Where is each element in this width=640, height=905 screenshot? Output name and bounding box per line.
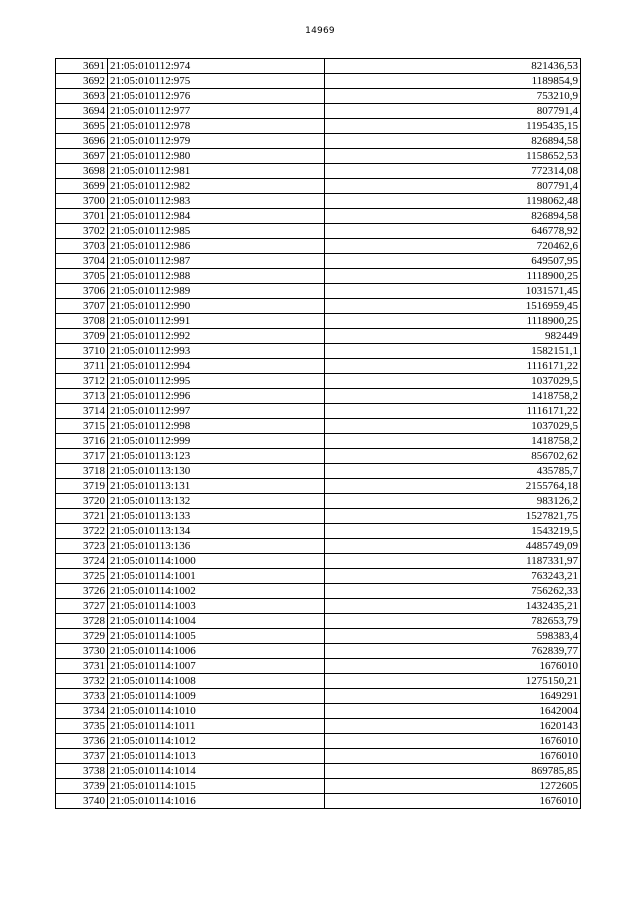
table-row <box>56 569 581 584</box>
row-number-cell: 3720 <box>56 494 108 509</box>
cadastral-value-cell: 2155764,18 <box>325 479 581 494</box>
row-number-cell: 3738 <box>56 764 108 779</box>
table-row <box>56 74 581 89</box>
cadastral-value-cell: 1582151,1 <box>325 344 581 359</box>
cadastral-value-cell: 1527821,75 <box>325 509 581 524</box>
table-row <box>56 59 581 74</box>
cadastral-value-cell: 756262,33 <box>325 584 581 599</box>
cadastral-number-cell: 21:05:010114:1008 <box>108 674 325 689</box>
row-number-cell: 3696 <box>56 134 108 149</box>
row-number-cell: 3727 <box>56 599 108 614</box>
cadastral-number-cell: 21:05:010112:998 <box>108 419 325 434</box>
row-number-cell: 3709 <box>56 329 108 344</box>
row-number-cell: 3728 <box>56 614 108 629</box>
row-number-cell: 3722 <box>56 524 108 539</box>
table-row <box>56 224 581 239</box>
cadastral-value-cell: 782653,79 <box>325 614 581 629</box>
table-row <box>56 404 581 419</box>
row-number-cell: 3725 <box>56 569 108 584</box>
table-row <box>56 794 581 809</box>
cadastral-number-cell: 21:05:010114:1012 <box>108 734 325 749</box>
cadastral-value-cell: 1676010 <box>325 794 581 809</box>
cadastral-number-cell: 21:05:010112:974 <box>108 59 325 74</box>
cadastral-value-cell: 1189854,9 <box>325 74 581 89</box>
table-row <box>56 389 581 404</box>
cadastral-value-cell: 1676010 <box>325 749 581 764</box>
row-number-cell: 3707 <box>56 299 108 314</box>
row-number-cell: 3721 <box>56 509 108 524</box>
cadastral-number-cell: 21:05:010114:1010 <box>108 704 325 719</box>
cadastral-value-cell: 982449 <box>325 329 581 344</box>
table-row <box>56 89 581 104</box>
row-number-cell: 3711 <box>56 359 108 374</box>
cadastral-value-cell: 1642004 <box>325 704 581 719</box>
table-row <box>56 134 581 149</box>
cadastral-value-table <box>55 58 581 809</box>
cadastral-value-cell: 807791,4 <box>325 179 581 194</box>
cadastral-value-cell: 856702,62 <box>325 449 581 464</box>
table-row <box>56 119 581 134</box>
cadastral-number-cell: 21:05:010114:1003 <box>108 599 325 614</box>
cadastral-number-cell: 21:05:010112:986 <box>108 239 325 254</box>
cadastral-value-cell: 762839,77 <box>325 644 581 659</box>
cadastral-value-cell: 821436,53 <box>325 59 581 74</box>
row-number-cell: 3695 <box>56 119 108 134</box>
cadastral-value-cell: 1118900,25 <box>325 314 581 329</box>
cadastral-value-cell: 1037029,5 <box>325 419 581 434</box>
cadastral-value-cell: 983126,2 <box>325 494 581 509</box>
cadastral-value-cell: 1187331,97 <box>325 554 581 569</box>
row-number-cell: 3724 <box>56 554 108 569</box>
row-number-cell: 3699 <box>56 179 108 194</box>
table-row <box>56 299 581 314</box>
row-number-cell: 3706 <box>56 284 108 299</box>
cadastral-number-cell: 21:05:010114:1005 <box>108 629 325 644</box>
row-number-cell: 3730 <box>56 644 108 659</box>
table-row <box>56 164 581 179</box>
cadastral-number-cell: 21:05:010114:1000 <box>108 554 325 569</box>
cadastral-value-cell: 869785,85 <box>325 764 581 779</box>
row-number-cell: 3739 <box>56 779 108 794</box>
cadastral-number-cell: 21:05:010114:1011 <box>108 719 325 734</box>
table-row <box>56 359 581 374</box>
cadastral-number-cell: 21:05:010112:990 <box>108 299 325 314</box>
cadastral-value-cell: 646778,92 <box>325 224 581 239</box>
cadastral-value-cell: 1195435,15 <box>325 119 581 134</box>
cadastral-value-cell: 772314,08 <box>325 164 581 179</box>
cadastral-value-cell: 435785,7 <box>325 464 581 479</box>
cadastral-number-cell: 21:05:010113:132 <box>108 494 325 509</box>
cadastral-value-cell: 1418758,2 <box>325 434 581 449</box>
row-number-cell: 3715 <box>56 419 108 434</box>
cadastral-number-cell: 21:05:010112:985 <box>108 224 325 239</box>
row-number-cell: 3731 <box>56 659 108 674</box>
cadastral-value-cell: 598383,4 <box>325 629 581 644</box>
cadastral-value-cell: 1543219,5 <box>325 524 581 539</box>
row-number-cell: 3733 <box>56 689 108 704</box>
row-number-cell: 3734 <box>56 704 108 719</box>
cadastral-number-cell: 21:05:010112:992 <box>108 329 325 344</box>
table-row <box>56 179 581 194</box>
cadastral-number-cell: 21:05:010113:123 <box>108 449 325 464</box>
cadastral-number-cell: 21:05:010113:134 <box>108 524 325 539</box>
row-number-cell: 3692 <box>56 74 108 89</box>
cadastral-number-cell: 21:05:010113:131 <box>108 479 325 494</box>
cadastral-value-cell: 1516959,45 <box>325 299 581 314</box>
row-number-cell: 3726 <box>56 584 108 599</box>
row-number-cell: 3700 <box>56 194 108 209</box>
table-row <box>56 524 581 539</box>
cadastral-number-cell: 21:05:010112:989 <box>108 284 325 299</box>
row-number-cell: 3732 <box>56 674 108 689</box>
cadastral-number-cell: 21:05:010112:976 <box>108 89 325 104</box>
row-number-cell: 3712 <box>56 374 108 389</box>
cadastral-number-cell: 21:05:010112:977 <box>108 104 325 119</box>
table-body <box>56 59 581 809</box>
cadastral-number-cell: 21:05:010114:1016 <box>108 794 325 809</box>
cadastral-number-cell: 21:05:010114:1009 <box>108 689 325 704</box>
cadastral-number-cell: 21:05:010114:1013 <box>108 749 325 764</box>
row-number-cell: 3704 <box>56 254 108 269</box>
cadastral-value-cell: 1031571,45 <box>325 284 581 299</box>
cadastral-number-cell: 21:05:010112:983 <box>108 194 325 209</box>
row-number-cell: 3719 <box>56 479 108 494</box>
cadastral-number-cell: 21:05:010112:978 <box>108 119 325 134</box>
cadastral-value-cell: 4485749,09 <box>325 539 581 554</box>
cadastral-number-cell: 21:05:010114:1006 <box>108 644 325 659</box>
cadastral-number-cell: 21:05:010114:1007 <box>108 659 325 674</box>
cadastral-number-cell: 21:05:010112:991 <box>108 314 325 329</box>
cadastral-value-cell: 1676010 <box>325 659 581 674</box>
row-number-cell: 3708 <box>56 314 108 329</box>
table-row <box>56 329 581 344</box>
row-number-cell: 3736 <box>56 734 108 749</box>
table-row <box>56 614 581 629</box>
table-row <box>56 209 581 224</box>
row-number-cell: 3697 <box>56 149 108 164</box>
cadastral-value-cell: 1676010 <box>325 734 581 749</box>
table-row <box>56 194 581 209</box>
cadastral-value-cell: 1116171,22 <box>325 404 581 419</box>
table-row <box>56 584 581 599</box>
row-number-cell: 3717 <box>56 449 108 464</box>
table-row <box>56 434 581 449</box>
table-row <box>56 479 581 494</box>
cadastral-value-cell: 753210,9 <box>325 89 581 104</box>
row-number-cell: 3740 <box>56 794 108 809</box>
table-row <box>56 464 581 479</box>
row-number-cell: 3698 <box>56 164 108 179</box>
cadastral-number-cell: 21:05:010112:988 <box>108 269 325 284</box>
row-number-cell: 3702 <box>56 224 108 239</box>
cadastral-value-cell: 1116171,22 <box>325 359 581 374</box>
cadastral-number-cell: 21:05:010112:982 <box>108 179 325 194</box>
cadastral-number-cell: 21:05:010112:995 <box>108 374 325 389</box>
cadastral-number-cell: 21:05:010112:999 <box>108 434 325 449</box>
table-row <box>56 104 581 119</box>
row-number-cell: 3694 <box>56 104 108 119</box>
cadastral-number-cell: 21:05:010113:130 <box>108 464 325 479</box>
cadastral-number-cell: 21:05:010114:1002 <box>108 584 325 599</box>
cadastral-value-cell: 826894,58 <box>325 209 581 224</box>
table-row <box>56 659 581 674</box>
cadastral-value-cell: 1272605 <box>325 779 581 794</box>
row-number-cell: 3713 <box>56 389 108 404</box>
row-number-cell: 3735 <box>56 719 108 734</box>
cadastral-value-cell: 1649291 <box>325 689 581 704</box>
table-row <box>56 644 581 659</box>
cadastral-number-cell: 21:05:010112:993 <box>108 344 325 359</box>
table-row <box>56 239 581 254</box>
table-row <box>56 314 581 329</box>
cadastral-value-cell: 763243,21 <box>325 569 581 584</box>
row-number-cell: 3723 <box>56 539 108 554</box>
table-row <box>56 449 581 464</box>
cadastral-value-cell: 1620143 <box>325 719 581 734</box>
page-number: 14969 <box>305 26 335 36</box>
cadastral-value-cell: 1118900,25 <box>325 269 581 284</box>
cadastral-value-cell: 1198062,48 <box>325 194 581 209</box>
table-row <box>56 674 581 689</box>
table-row <box>56 764 581 779</box>
cadastral-number-cell: 21:05:010112:981 <box>108 164 325 179</box>
cadastral-value-cell: 1432435,21 <box>325 599 581 614</box>
table-row <box>56 554 581 569</box>
cadastral-number-cell: 21:05:010112:984 <box>108 209 325 224</box>
table-row <box>56 704 581 719</box>
table-row <box>56 419 581 434</box>
table-row <box>56 494 581 509</box>
table-row <box>56 629 581 644</box>
row-number-cell: 3691 <box>56 59 108 74</box>
row-number-cell: 3718 <box>56 464 108 479</box>
row-number-cell: 3703 <box>56 239 108 254</box>
table-row <box>56 344 581 359</box>
cadastral-value-cell: 649507,95 <box>325 254 581 269</box>
table-row <box>56 599 581 614</box>
cadastral-number-cell: 21:05:010113:133 <box>108 509 325 524</box>
cadastral-number-cell: 21:05:010112:979 <box>108 134 325 149</box>
cadastral-number-cell: 21:05:010112:997 <box>108 404 325 419</box>
row-number-cell: 3693 <box>56 89 108 104</box>
table-row <box>56 719 581 734</box>
cadastral-number-cell: 21:05:010114:1001 <box>108 569 325 584</box>
cadastral-value-cell: 720462,6 <box>325 239 581 254</box>
cadastral-value-cell: 826894,58 <box>325 134 581 149</box>
cadastral-number-cell: 21:05:010114:1014 <box>108 764 325 779</box>
cadastral-number-cell: 21:05:010112:996 <box>108 389 325 404</box>
row-number-cell: 3710 <box>56 344 108 359</box>
cadastral-number-cell: 21:05:010112:980 <box>108 149 325 164</box>
table-row <box>56 269 581 284</box>
cadastral-number-cell: 21:05:010113:136 <box>108 539 325 554</box>
table-row <box>56 749 581 764</box>
cadastral-value-cell: 1158652,53 <box>325 149 581 164</box>
row-number-cell: 3705 <box>56 269 108 284</box>
cadastral-number-cell: 21:05:010112:975 <box>108 74 325 89</box>
table-row <box>56 734 581 749</box>
row-number-cell: 3701 <box>56 209 108 224</box>
table-row <box>56 779 581 794</box>
table-row <box>56 374 581 389</box>
row-number-cell: 3714 <box>56 404 108 419</box>
row-number-cell: 3729 <box>56 629 108 644</box>
table-row <box>56 689 581 704</box>
table-row <box>56 284 581 299</box>
cadastral-value-cell: 807791,4 <box>325 104 581 119</box>
row-number-cell: 3737 <box>56 749 108 764</box>
table-row <box>56 254 581 269</box>
cadastral-value-cell: 1418758,2 <box>325 389 581 404</box>
cadastral-number-cell: 21:05:010112:987 <box>108 254 325 269</box>
table-row <box>56 539 581 554</box>
row-number-cell: 3716 <box>56 434 108 449</box>
cadastral-number-cell: 21:05:010114:1015 <box>108 779 325 794</box>
cadastral-number-cell: 21:05:010114:1004 <box>108 614 325 629</box>
cadastral-value-cell: 1037029,5 <box>325 374 581 389</box>
cadastral-number-cell: 21:05:010112:994 <box>108 359 325 374</box>
table-row <box>56 509 581 524</box>
cadastral-value-cell: 1275150,21 <box>325 674 581 689</box>
table-row <box>56 149 581 164</box>
